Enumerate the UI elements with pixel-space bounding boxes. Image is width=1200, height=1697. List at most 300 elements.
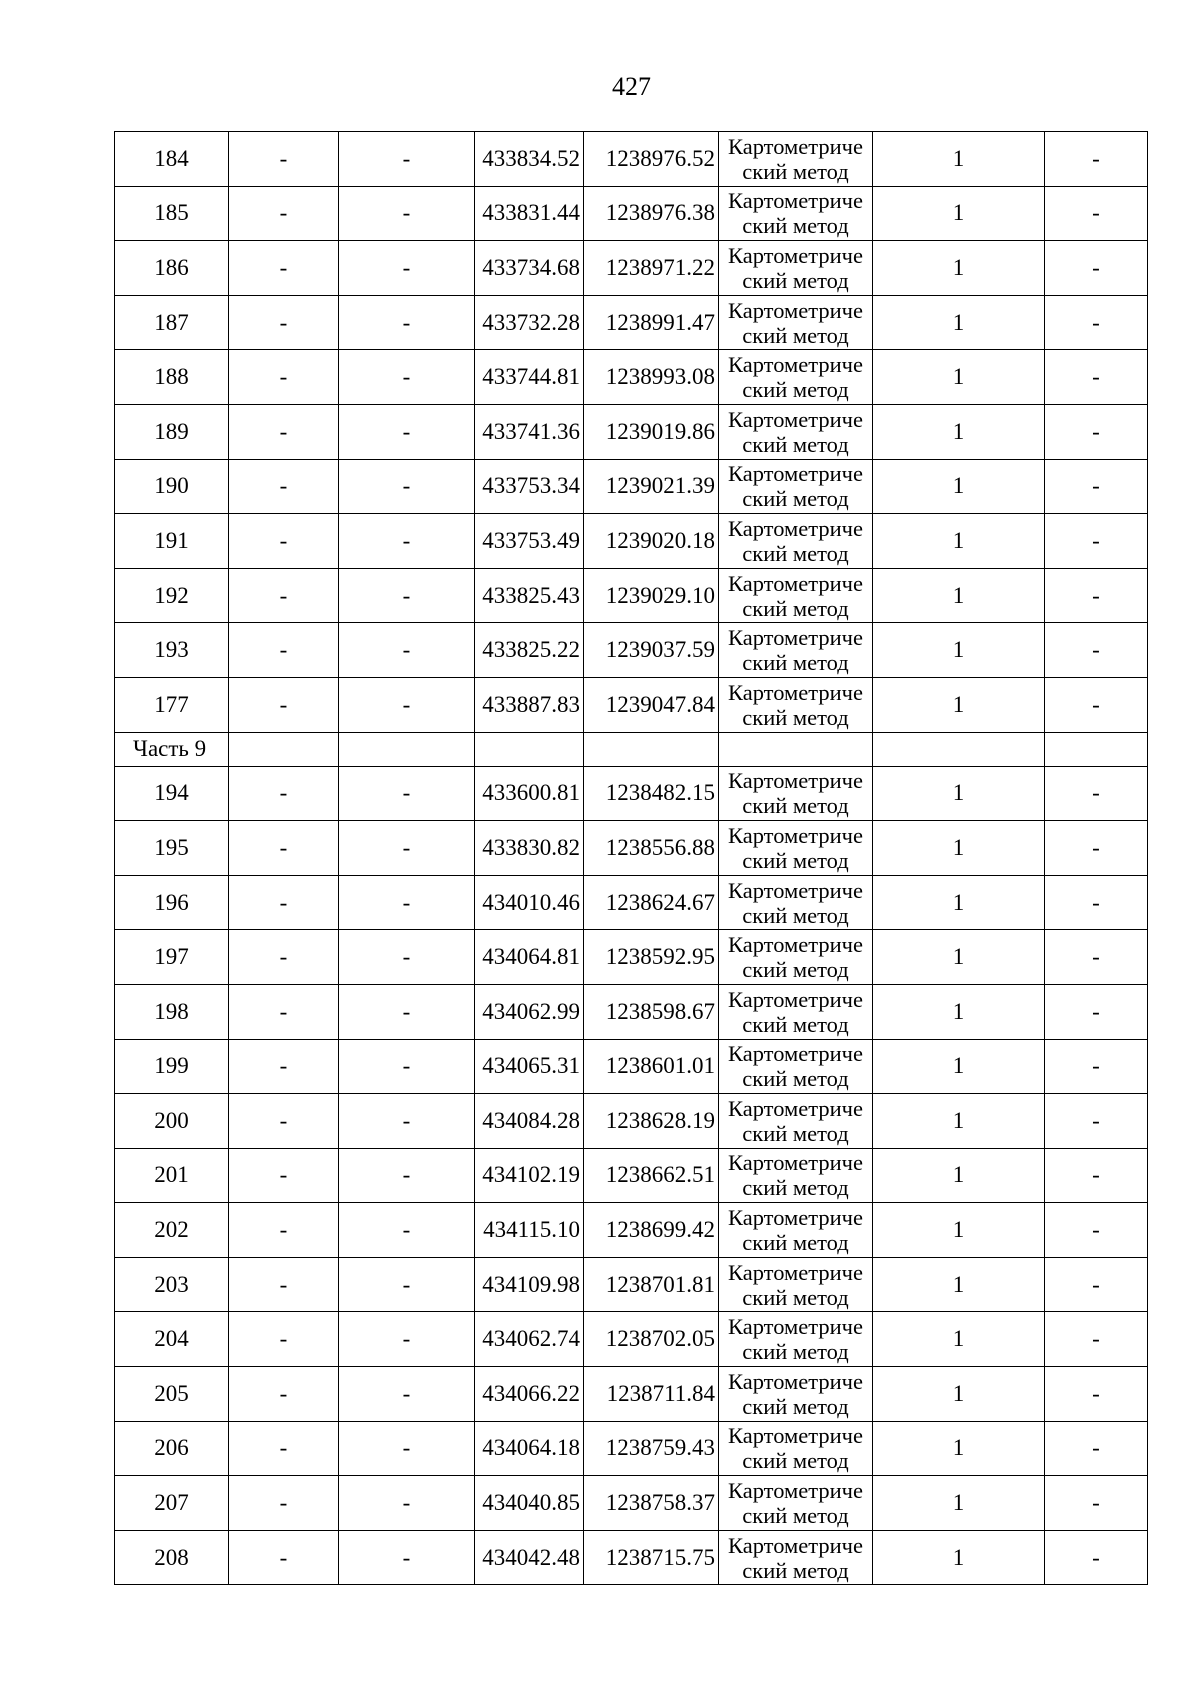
accuracy-cell: 1: [873, 1039, 1045, 1094]
method-line-1: Картометриче: [728, 1532, 863, 1558]
dash-cell: -: [229, 350, 339, 405]
dash-cell: -: [229, 677, 339, 732]
x-coordinate-cell: 433732.28: [475, 295, 584, 350]
method-line-2: ский метод: [742, 1557, 849, 1583]
dash-cell: -: [339, 984, 475, 1039]
table-row: [115, 132, 1148, 187]
table-row: [115, 1421, 1148, 1476]
y-coordinate-cell: 1239029.10: [584, 568, 719, 623]
dash-cell: -: [339, 677, 475, 732]
y-coordinate-cell: 1238482.15: [584, 766, 719, 821]
empty-cell: [873, 732, 1045, 766]
dash-cell: -: [229, 1203, 339, 1258]
accuracy-cell: 1: [873, 1312, 1045, 1367]
method-cell: [719, 568, 873, 623]
page-number: 427: [612, 72, 651, 101]
accuracy-cell: 1: [873, 514, 1045, 569]
dash-cell: -: [339, 1530, 475, 1585]
point-number-cell: 193: [115, 623, 229, 678]
point-number-cell: 201: [115, 1148, 229, 1203]
dash-cell: -: [1045, 984, 1148, 1039]
dash-cell: -: [229, 186, 339, 241]
method-line-1: Картометриче: [728, 932, 863, 958]
method-line-1: Картометриче: [728, 625, 863, 651]
accuracy-cell: 1: [873, 1257, 1045, 1312]
y-coordinate-cell: 1238993.08: [584, 350, 719, 405]
point-number-cell: 184: [115, 132, 229, 187]
table-body-part-b: [115, 766, 1148, 1585]
dash-cell: -: [339, 1421, 475, 1476]
dash-cell: -: [339, 404, 475, 459]
accuracy-cell: 1: [873, 568, 1045, 623]
method-cell: [719, 677, 873, 732]
x-coordinate-cell: 433825.43: [475, 568, 584, 623]
dash-cell: -: [339, 568, 475, 623]
method-cell: [719, 459, 873, 514]
method-line-2: ский метод: [742, 1284, 849, 1310]
dash-cell: -: [1045, 132, 1148, 187]
dash-cell: -: [1045, 677, 1148, 732]
method-cell: [719, 1148, 873, 1203]
table-row: [115, 821, 1148, 876]
table-row: [115, 1312, 1148, 1367]
dash-cell: -: [1045, 1367, 1148, 1422]
dash-cell: -: [339, 930, 475, 985]
y-coordinate-cell: 1238758.37: [584, 1476, 719, 1531]
point-number-cell: 200: [115, 1094, 229, 1149]
y-coordinate-cell: 1238624.67: [584, 875, 719, 930]
method-cell: [719, 514, 873, 569]
accuracy-cell: 1: [873, 404, 1045, 459]
table-body-section: [115, 732, 1148, 766]
dash-cell: -: [339, 1367, 475, 1422]
method-line-2: ский метод: [742, 902, 849, 928]
x-coordinate-cell: 434010.46: [475, 875, 584, 930]
method-line-1: Картометриче: [728, 1095, 863, 1121]
y-coordinate-cell: 1239020.18: [584, 514, 719, 569]
x-coordinate-cell: 434064.81: [475, 930, 584, 985]
y-coordinate-cell: 1238628.19: [584, 1094, 719, 1149]
accuracy-cell: 1: [873, 350, 1045, 405]
method-line-1: Картометриче: [728, 877, 863, 903]
method-cell: [719, 241, 873, 296]
method-cell: [719, 1203, 873, 1258]
x-coordinate-cell: 434064.18: [475, 1421, 584, 1476]
dash-cell: -: [229, 930, 339, 985]
point-number-cell: 203: [115, 1257, 229, 1312]
table-row: [115, 677, 1148, 732]
y-coordinate-cell: 1238699.42: [584, 1203, 719, 1258]
table-row: [115, 875, 1148, 930]
method-line-1: Картометриче: [728, 1368, 863, 1394]
accuracy-cell: 1: [873, 186, 1045, 241]
accuracy-cell: 1: [873, 241, 1045, 296]
table-row: [115, 404, 1148, 459]
y-coordinate-cell: 1238701.81: [584, 1257, 719, 1312]
method-line-1: Картометриче: [728, 1423, 863, 1449]
dash-cell: -: [229, 404, 339, 459]
dash-cell: -: [1045, 1094, 1148, 1149]
method-cell: [719, 1530, 873, 1585]
dash-cell: -: [1045, 930, 1148, 985]
method-line-1: Картометриче: [728, 1041, 863, 1067]
dash-cell: -: [229, 1094, 339, 1149]
method-line-1: Картометриче: [728, 570, 863, 596]
dash-cell: -: [229, 1039, 339, 1094]
y-coordinate-cell: 1238759.43: [584, 1421, 719, 1476]
table-row: [115, 186, 1148, 241]
accuracy-cell: 1: [873, 1203, 1045, 1258]
method-line-2: ский метод: [742, 540, 849, 566]
point-number-cell: 205: [115, 1367, 229, 1422]
dash-cell: -: [339, 766, 475, 821]
method-line-1: Картометриче: [728, 352, 863, 378]
dash-cell: -: [229, 1530, 339, 1585]
dash-cell: -: [1045, 295, 1148, 350]
method-line-2: ский метод: [742, 957, 849, 983]
dash-cell: -: [339, 1094, 475, 1149]
method-line-2: ский метод: [742, 1503, 849, 1529]
dash-cell: -: [1045, 241, 1148, 296]
dash-cell: -: [339, 623, 475, 678]
method-cell: [719, 1367, 873, 1422]
x-coordinate-cell: 433834.52: [475, 132, 584, 187]
accuracy-cell: 1: [873, 1476, 1045, 1531]
dash-cell: -: [229, 514, 339, 569]
dash-cell: -: [229, 1367, 339, 1422]
table-row: [115, 623, 1148, 678]
y-coordinate-cell: 1238711.84: [584, 1367, 719, 1422]
y-coordinate-cell: 1238976.52: [584, 132, 719, 187]
dash-cell: -: [229, 984, 339, 1039]
method-cell: [719, 1476, 873, 1531]
accuracy-cell: 1: [873, 295, 1045, 350]
method-cell: [719, 1312, 873, 1367]
point-number-cell: 199: [115, 1039, 229, 1094]
table-row: [115, 241, 1148, 296]
accuracy-cell: 1: [873, 1148, 1045, 1203]
method-cell: [719, 350, 873, 405]
method-line-2: ский метод: [742, 1175, 849, 1201]
method-cell: [719, 821, 873, 876]
dash-cell: -: [1045, 821, 1148, 876]
method-line-2: ский метод: [742, 1448, 849, 1474]
x-coordinate-cell: 434062.74: [475, 1312, 584, 1367]
method-line-2: ский метод: [742, 158, 849, 184]
dash-cell: -: [1045, 514, 1148, 569]
point-number-cell: 196: [115, 875, 229, 930]
method-line-1: Картометриче: [728, 406, 863, 432]
table-row: [115, 514, 1148, 569]
method-cell: [719, 1094, 873, 1149]
point-number-cell: 187: [115, 295, 229, 350]
method-line-1: Картометриче: [728, 1314, 863, 1340]
method-line-1: Картометриче: [728, 1478, 863, 1504]
y-coordinate-cell: 1239021.39: [584, 459, 719, 514]
dash-cell: -: [229, 241, 339, 296]
accuracy-cell: 1: [873, 930, 1045, 985]
empty-cell: [475, 732, 584, 766]
dash-cell: -: [229, 459, 339, 514]
point-number-cell: 185: [115, 186, 229, 241]
accuracy-cell: 1: [873, 1530, 1045, 1585]
dash-cell: -: [229, 568, 339, 623]
method-line-2: ский метод: [742, 486, 849, 512]
empty-cell: [1045, 732, 1148, 766]
method-line-2: ский метод: [742, 1011, 849, 1037]
point-number-cell: 202: [115, 1203, 229, 1258]
x-coordinate-cell: 434102.19: [475, 1148, 584, 1203]
method-cell: [719, 984, 873, 1039]
x-coordinate-cell: 433753.34: [475, 459, 584, 514]
dash-cell: -: [1045, 459, 1148, 514]
table-row: [115, 766, 1148, 821]
y-coordinate-cell: 1238702.05: [584, 1312, 719, 1367]
y-coordinate-cell: 1238715.75: [584, 1530, 719, 1585]
method-line-2: ский метод: [742, 1230, 849, 1256]
table-row: [115, 1257, 1148, 1312]
point-number-cell: 188: [115, 350, 229, 405]
point-number-cell: 191: [115, 514, 229, 569]
method-cell: [719, 132, 873, 187]
dash-cell: -: [1045, 1421, 1148, 1476]
method-line-1: Картометриче: [728, 768, 863, 794]
y-coordinate-cell: 1238601.01: [584, 1039, 719, 1094]
point-number-cell: 204: [115, 1312, 229, 1367]
method-cell: [719, 1421, 873, 1476]
dash-cell: -: [339, 821, 475, 876]
dash-cell: -: [229, 1476, 339, 1531]
method-cell: [719, 1039, 873, 1094]
point-number-cell: 208: [115, 1530, 229, 1585]
empty-cell: [719, 732, 873, 766]
point-number-cell: 189: [115, 404, 229, 459]
method-line-1: Картометриче: [728, 297, 863, 323]
dash-cell: -: [339, 241, 475, 296]
dash-cell: -: [229, 821, 339, 876]
dash-cell: -: [1045, 1257, 1148, 1312]
dash-cell: -: [229, 295, 339, 350]
point-number-cell: 194: [115, 766, 229, 821]
y-coordinate-cell: 1238662.51: [584, 1148, 719, 1203]
dash-cell: -: [339, 1476, 475, 1531]
point-number-cell: 177: [115, 677, 229, 732]
method-line-1: Картометриче: [728, 461, 863, 487]
dash-cell: -: [339, 350, 475, 405]
dash-cell: -: [339, 1039, 475, 1094]
dash-cell: -: [339, 295, 475, 350]
dash-cell: -: [229, 1312, 339, 1367]
table-row: [115, 930, 1148, 985]
point-number-cell: 186: [115, 241, 229, 296]
y-coordinate-cell: 1239047.84: [584, 677, 719, 732]
point-number-cell: 207: [115, 1476, 229, 1531]
point-number-cell: 195: [115, 821, 229, 876]
table-body-part-a: [115, 132, 1148, 733]
method-line-2: ский метод: [742, 267, 849, 293]
method-line-2: ский метод: [742, 650, 849, 676]
dash-cell: -: [339, 459, 475, 514]
dash-cell: -: [1045, 404, 1148, 459]
dash-cell: -: [339, 1312, 475, 1367]
method-line-1: Картометриче: [728, 188, 863, 214]
dash-cell: -: [1045, 1312, 1148, 1367]
y-coordinate-cell: 1238971.22: [584, 241, 719, 296]
method-line-2: ский метод: [742, 595, 849, 621]
x-coordinate-cell: 433831.44: [475, 186, 584, 241]
dash-cell: -: [229, 132, 339, 187]
table-row: [115, 1367, 1148, 1422]
accuracy-cell: 1: [873, 821, 1045, 876]
method-line-1: Картометриче: [728, 133, 863, 159]
y-coordinate-cell: 1239037.59: [584, 623, 719, 678]
dash-cell: -: [1045, 1148, 1148, 1203]
dash-cell: -: [1045, 1476, 1148, 1531]
dash-cell: -: [339, 1203, 475, 1258]
x-coordinate-cell: 433887.83: [475, 677, 584, 732]
method-line-2: ский метод: [742, 322, 849, 348]
method-cell: [719, 623, 873, 678]
method-line-2: ский метод: [742, 847, 849, 873]
table-row: [115, 1039, 1148, 1094]
x-coordinate-cell: 434109.98: [475, 1257, 584, 1312]
empty-cell: [584, 732, 719, 766]
dash-cell: -: [1045, 350, 1148, 405]
method-line-2: ский метод: [742, 793, 849, 819]
dash-cell: -: [229, 766, 339, 821]
table-row: [115, 984, 1148, 1039]
section-label: Часть 9: [115, 732, 229, 766]
x-coordinate-cell: 434066.22: [475, 1367, 584, 1422]
dash-cell: -: [229, 1148, 339, 1203]
accuracy-cell: 1: [873, 677, 1045, 732]
table-row: [115, 568, 1148, 623]
dash-cell: -: [1045, 1203, 1148, 1258]
dash-cell: -: [339, 875, 475, 930]
x-coordinate-cell: 434115.10: [475, 1203, 584, 1258]
table-row: [115, 1094, 1148, 1149]
table-row: [115, 1476, 1148, 1531]
dash-cell: -: [1045, 1530, 1148, 1585]
point-number-cell: 206: [115, 1421, 229, 1476]
empty-cell: [229, 732, 339, 766]
accuracy-cell: 1: [873, 1367, 1045, 1422]
method-line-1: Картометриче: [728, 1259, 863, 1285]
point-number-cell: 197: [115, 930, 229, 985]
dash-cell: -: [229, 1257, 339, 1312]
dash-cell: -: [1045, 568, 1148, 623]
accuracy-cell: 1: [873, 132, 1045, 187]
method-line-2: ский метод: [742, 1066, 849, 1092]
method-line-2: ский метод: [742, 1339, 849, 1365]
x-coordinate-cell: 434062.99: [475, 984, 584, 1039]
x-coordinate-cell: 433734.68: [475, 241, 584, 296]
y-coordinate-cell: 1239019.86: [584, 404, 719, 459]
y-coordinate-cell: 1238592.95: [584, 930, 719, 985]
dash-cell: -: [339, 132, 475, 187]
coordinates-table: [114, 131, 1148, 1585]
method-cell: [719, 766, 873, 821]
x-coordinate-cell: 433753.49: [475, 514, 584, 569]
x-coordinate-cell: 433744.81: [475, 350, 584, 405]
table-row: [115, 1148, 1148, 1203]
accuracy-cell: 1: [873, 1421, 1045, 1476]
dash-cell: -: [1045, 766, 1148, 821]
x-coordinate-cell: 433825.22: [475, 623, 584, 678]
dash-cell: -: [229, 1421, 339, 1476]
x-coordinate-cell: 433600.81: [475, 766, 584, 821]
dash-cell: -: [339, 186, 475, 241]
table-row: [115, 459, 1148, 514]
point-number-cell: 190: [115, 459, 229, 514]
accuracy-cell: 1: [873, 766, 1045, 821]
table-row: [115, 1203, 1148, 1258]
method-line-2: ский метод: [742, 1393, 849, 1419]
dash-cell: -: [1045, 623, 1148, 678]
dash-cell: -: [339, 1148, 475, 1203]
method-cell: [719, 295, 873, 350]
method-line-1: Картометриче: [728, 822, 863, 848]
y-coordinate-cell: 1238991.47: [584, 295, 719, 350]
point-number-cell: 192: [115, 568, 229, 623]
method-line-1: Картометриче: [728, 679, 863, 705]
y-coordinate-cell: 1238598.67: [584, 984, 719, 1039]
method-line-2: ский метод: [742, 213, 849, 239]
accuracy-cell: 1: [873, 623, 1045, 678]
table-row: [115, 295, 1148, 350]
method-line-1: Картометриче: [728, 515, 863, 541]
x-coordinate-cell: 434084.28: [475, 1094, 584, 1149]
method-cell: [719, 404, 873, 459]
dash-cell: -: [1045, 1039, 1148, 1094]
dash-cell: -: [339, 1257, 475, 1312]
point-number-cell: 198: [115, 984, 229, 1039]
empty-cell: [339, 732, 475, 766]
x-coordinate-cell: 434042.48: [475, 1530, 584, 1585]
table-row: [115, 350, 1148, 405]
x-coordinate-cell: 433830.82: [475, 821, 584, 876]
dash-cell: -: [229, 875, 339, 930]
method-line-2: ский метод: [742, 1120, 849, 1146]
dash-cell: -: [1045, 875, 1148, 930]
method-line-1: Картометриче: [728, 986, 863, 1012]
dash-cell: -: [339, 514, 475, 569]
dash-cell: -: [229, 623, 339, 678]
method-cell: [719, 930, 873, 985]
method-line-2: ский метод: [742, 431, 849, 457]
method-cell: [719, 186, 873, 241]
accuracy-cell: 1: [873, 984, 1045, 1039]
method-line-1: Картометриче: [728, 1150, 863, 1176]
x-coordinate-cell: 433741.36: [475, 404, 584, 459]
method-cell: [719, 1257, 873, 1312]
y-coordinate-cell: 1238556.88: [584, 821, 719, 876]
method-line-1: Картометриче: [728, 242, 863, 268]
accuracy-cell: 1: [873, 1094, 1045, 1149]
dash-cell: -: [1045, 186, 1148, 241]
method-line-2: ский метод: [742, 377, 849, 403]
method-line-2: ский метод: [742, 704, 849, 730]
accuracy-cell: 1: [873, 459, 1045, 514]
accuracy-cell: 1: [873, 875, 1045, 930]
y-coordinate-cell: 1238976.38: [584, 186, 719, 241]
x-coordinate-cell: 434040.85: [475, 1476, 584, 1531]
method-line-1: Картометриче: [728, 1205, 863, 1231]
section-row: [115, 732, 1148, 766]
x-coordinate-cell: 434065.31: [475, 1039, 584, 1094]
table-row: [115, 1530, 1148, 1585]
method-cell: [719, 875, 873, 930]
